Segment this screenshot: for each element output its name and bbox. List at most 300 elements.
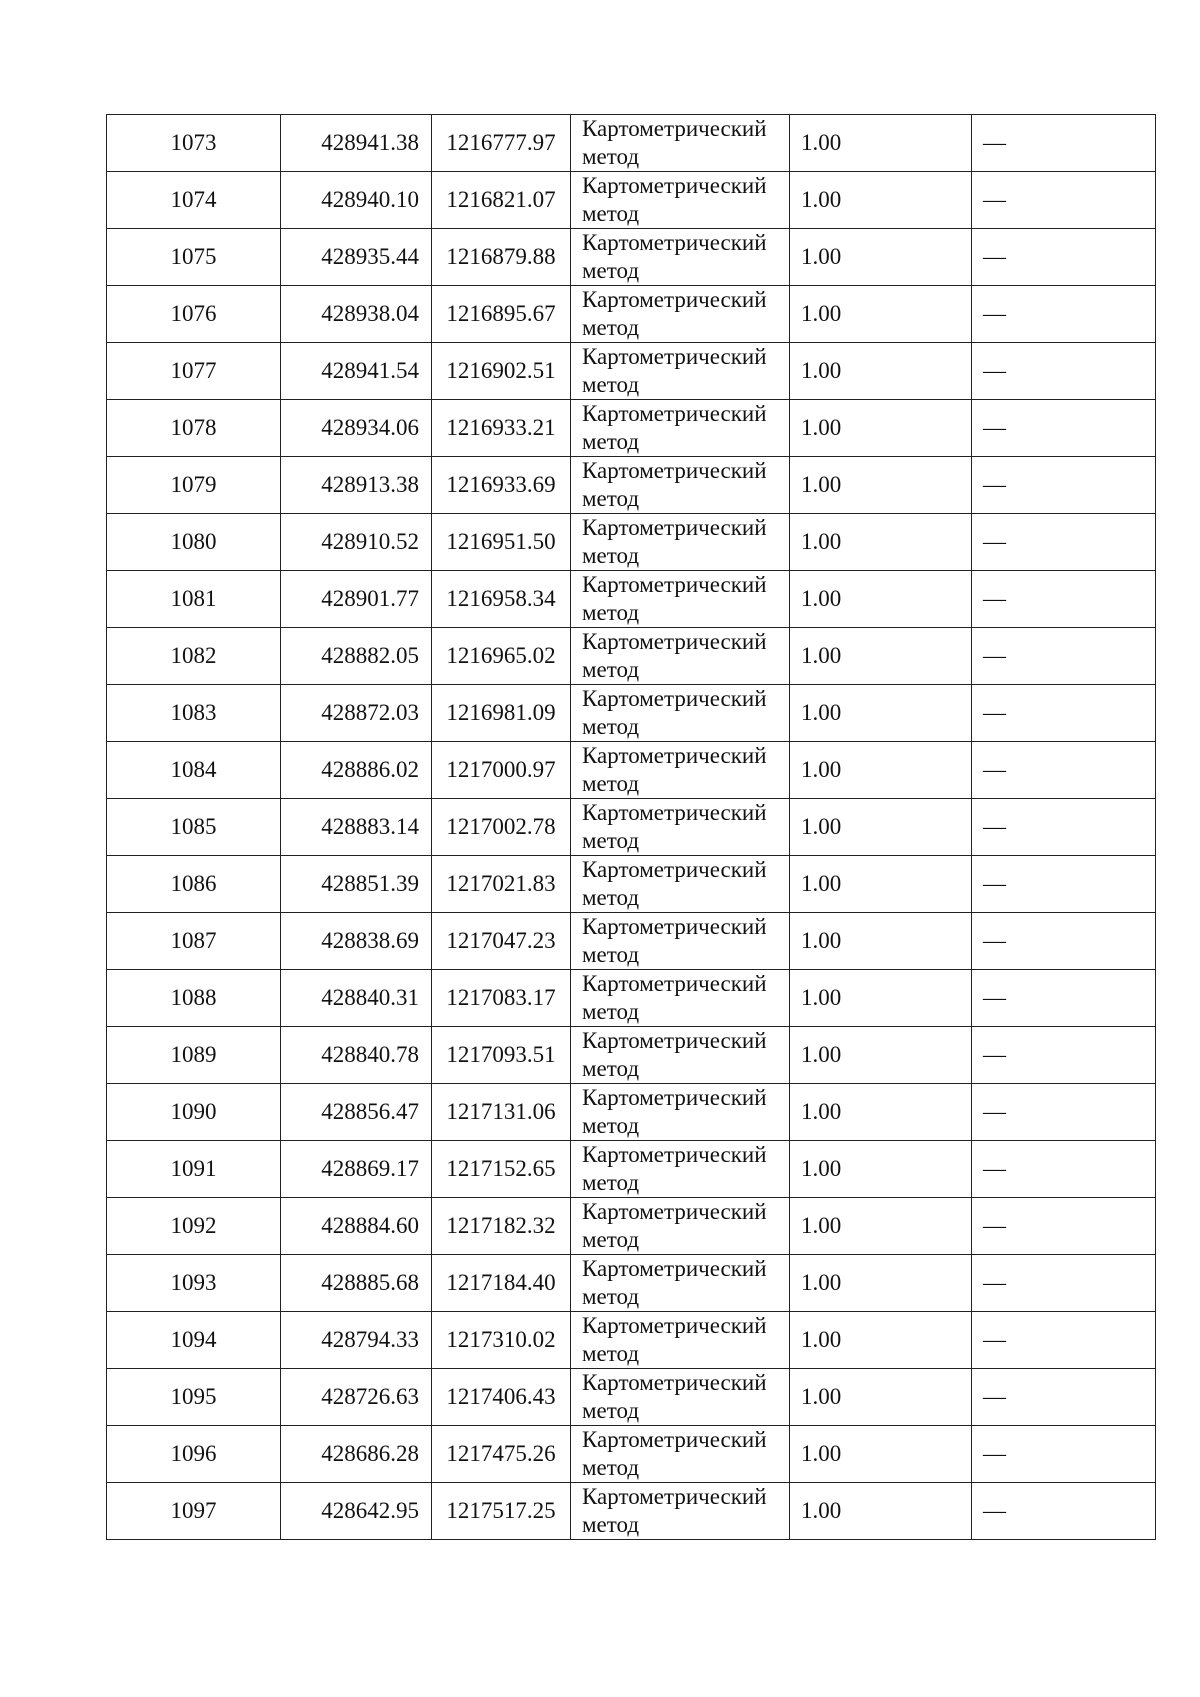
accuracy-cell [790, 799, 972, 856]
method-cell [571, 628, 790, 685]
y-coordinate-text: 1216933.21 [446, 415, 556, 440]
point-number-text: 1090 [170, 1099, 217, 1124]
description-cell [972, 1027, 1156, 1084]
method-text: Картометрический метод [582, 344, 767, 397]
description-cell [972, 343, 1156, 400]
accuracy-cell [790, 115, 972, 172]
accuracy-cell [790, 1027, 972, 1084]
table-row [107, 913, 1156, 970]
y-coordinate-text: 1217406.43 [446, 1384, 556, 1409]
x-coordinate-cell [281, 400, 432, 457]
method-text: Картометрический метод [582, 1370, 767, 1423]
accuracy-cell [790, 856, 972, 913]
point-number-text: 1080 [170, 529, 217, 554]
point-number-text: 1075 [170, 244, 217, 269]
table-row [107, 115, 1156, 172]
x-coordinate-text: 428883.14 [321, 814, 419, 839]
table-row [107, 1312, 1156, 1369]
y-coordinate-text: 1216951.50 [446, 529, 556, 554]
accuracy-text: 1.00 [801, 700, 842, 725]
accuracy-cell [790, 1312, 972, 1369]
method-cell [571, 514, 790, 571]
accuracy-text: 1.00 [801, 187, 842, 212]
method-cell [571, 1084, 790, 1141]
x-coordinate-cell [281, 1255, 432, 1312]
method-cell [571, 742, 790, 799]
method-text: Картометрический метод [582, 572, 767, 625]
point-number-cell [107, 229, 281, 286]
accuracy-cell [790, 1198, 972, 1255]
table-row [107, 1369, 1156, 1426]
description-text: — [983, 871, 1006, 896]
point-number-cell [107, 571, 281, 628]
y-coordinate-cell [432, 1084, 571, 1141]
description-cell [972, 1198, 1156, 1255]
point-number-text: 1097 [170, 1498, 217, 1523]
method-cell [571, 1483, 790, 1540]
accuracy-text: 1.00 [801, 358, 842, 383]
method-cell [571, 856, 790, 913]
method-text: Картометрический метод [582, 1427, 767, 1480]
y-coordinate-cell [432, 799, 571, 856]
point-number-text: 1092 [170, 1213, 217, 1238]
accuracy-cell [790, 229, 972, 286]
x-coordinate-cell [281, 742, 432, 799]
y-coordinate-cell [432, 172, 571, 229]
description-text: — [983, 130, 1006, 155]
description-cell [972, 742, 1156, 799]
table-row [107, 286, 1156, 343]
point-number-cell [107, 1141, 281, 1198]
accuracy-text: 1.00 [801, 1099, 842, 1124]
x-coordinate-cell [281, 1027, 432, 1084]
accuracy-text: 1.00 [801, 1270, 842, 1295]
y-coordinate-text: 1216933.69 [446, 472, 556, 497]
point-number-text: 1095 [170, 1384, 217, 1409]
point-number-cell [107, 457, 281, 514]
y-coordinate-text: 1217517.25 [446, 1498, 556, 1523]
table-row [107, 856, 1156, 913]
point-number-text: 1096 [170, 1441, 217, 1466]
point-number-text: 1082 [170, 643, 217, 668]
y-coordinate-cell [432, 1027, 571, 1084]
y-coordinate-text: 1217184.40 [446, 1270, 556, 1295]
x-coordinate-text: 428840.78 [321, 1042, 419, 1067]
x-coordinate-cell [281, 229, 432, 286]
accuracy-text: 1.00 [801, 1384, 842, 1409]
x-coordinate-text: 428941.54 [321, 358, 419, 383]
accuracy-text: 1.00 [801, 1042, 842, 1067]
x-coordinate-cell [281, 286, 432, 343]
table-row [107, 799, 1156, 856]
x-coordinate-text: 428642.95 [321, 1498, 419, 1523]
method-text: Картометрический метод [582, 1199, 767, 1252]
point-number-cell [107, 343, 281, 400]
description-cell [972, 514, 1156, 571]
x-coordinate-text: 428885.68 [321, 1270, 419, 1295]
point-number-cell [107, 115, 281, 172]
method-text: Картометрический метод [582, 287, 767, 340]
table-row [107, 172, 1156, 229]
accuracy-text: 1.00 [801, 1498, 842, 1523]
point-number-text: 1077 [170, 358, 217, 383]
description-cell [972, 685, 1156, 742]
description-cell [972, 1426, 1156, 1483]
accuracy-text: 1.00 [801, 643, 842, 668]
point-number-text: 1089 [170, 1042, 217, 1067]
point-number-cell [107, 1483, 281, 1540]
method-cell [571, 1141, 790, 1198]
x-coordinate-text: 428794.33 [321, 1327, 419, 1352]
y-coordinate-text: 1216879.88 [446, 244, 556, 269]
method-cell [571, 115, 790, 172]
description-cell [972, 628, 1156, 685]
x-coordinate-cell [281, 1483, 432, 1540]
description-text: — [983, 1384, 1006, 1409]
method-text: Картометрический метод [582, 173, 767, 226]
y-coordinate-cell [432, 115, 571, 172]
method-cell [571, 913, 790, 970]
y-coordinate-cell [432, 571, 571, 628]
point-number-cell [107, 685, 281, 742]
point-number-text: 1084 [170, 757, 217, 782]
description-cell [972, 799, 1156, 856]
y-coordinate-cell [432, 1198, 571, 1255]
x-coordinate-cell [281, 343, 432, 400]
description-cell [972, 856, 1156, 913]
x-coordinate-text: 428872.03 [321, 700, 419, 725]
method-text: Картометрический метод [582, 458, 767, 511]
accuracy-cell [790, 628, 972, 685]
x-coordinate-text: 428940.10 [321, 187, 419, 212]
y-coordinate-cell [432, 685, 571, 742]
table-row [107, 1255, 1156, 1312]
y-coordinate-text: 1216958.34 [446, 586, 556, 611]
table-row [107, 1483, 1156, 1540]
coordinates-table [106, 114, 1156, 1540]
description-text: — [983, 1213, 1006, 1238]
y-coordinate-text: 1217093.51 [446, 1042, 556, 1067]
x-coordinate-cell [281, 856, 432, 913]
point-number-text: 1079 [170, 472, 217, 497]
x-coordinate-text: 428941.38 [321, 130, 419, 155]
y-coordinate-cell [432, 514, 571, 571]
y-coordinate-cell [432, 742, 571, 799]
method-text: Картометрический метод [582, 857, 767, 910]
x-coordinate-cell [281, 514, 432, 571]
point-number-text: 1093 [170, 1270, 217, 1295]
x-coordinate-text: 428856.47 [321, 1099, 419, 1124]
method-text: Картометрический метод [582, 1028, 767, 1081]
y-coordinate-cell [432, 970, 571, 1027]
accuracy-text: 1.00 [801, 130, 842, 155]
description-cell [972, 115, 1156, 172]
method-text: Картометрический метод [582, 914, 767, 967]
accuracy-text: 1.00 [801, 1156, 842, 1181]
method-cell [571, 970, 790, 1027]
point-number-text: 1088 [170, 985, 217, 1010]
table-row [107, 1084, 1156, 1141]
x-coordinate-cell [281, 1426, 432, 1483]
y-coordinate-text: 1217152.65 [446, 1156, 556, 1181]
method-cell [571, 1312, 790, 1369]
y-coordinate-text: 1217131.06 [446, 1099, 556, 1124]
table-row [107, 970, 1156, 1027]
accuracy-text: 1.00 [801, 757, 842, 782]
point-number-cell [107, 628, 281, 685]
y-coordinate-cell [432, 457, 571, 514]
x-coordinate-text: 428869.17 [321, 1156, 419, 1181]
x-coordinate-text: 428882.05 [321, 643, 419, 668]
accuracy-cell [790, 685, 972, 742]
y-coordinate-text: 1216981.09 [446, 700, 556, 725]
method-text: Картометрический метод [582, 800, 767, 853]
method-text: Картометрический метод [582, 116, 767, 169]
method-cell [571, 799, 790, 856]
accuracy-cell [790, 970, 972, 1027]
y-coordinate-text: 1216902.51 [446, 358, 556, 383]
description-text: — [983, 1156, 1006, 1181]
accuracy-text: 1.00 [801, 301, 842, 326]
method-cell [571, 343, 790, 400]
method-cell [571, 571, 790, 628]
description-text: — [983, 244, 1006, 269]
x-coordinate-text: 428935.44 [321, 244, 419, 269]
x-coordinate-cell [281, 172, 432, 229]
method-text: Картометрический метод [582, 1085, 767, 1138]
accuracy-cell [790, 1255, 972, 1312]
accuracy-cell [790, 1483, 972, 1540]
point-number-cell [107, 799, 281, 856]
point-number-text: 1086 [170, 871, 217, 896]
y-coordinate-text: 1216965.02 [446, 643, 556, 668]
y-coordinate-text: 1216895.67 [446, 301, 556, 326]
x-coordinate-text: 428934.06 [321, 415, 419, 440]
y-coordinate-cell [432, 1312, 571, 1369]
method-text: Картометрический метод [582, 1142, 767, 1195]
method-text: Картометрический метод [582, 971, 767, 1024]
method-text: Картометрический метод [582, 1484, 767, 1537]
method-text: Картометрический метод [582, 401, 767, 454]
description-cell [972, 1084, 1156, 1141]
description-cell [972, 1312, 1156, 1369]
y-coordinate-text: 1217047.23 [446, 928, 556, 953]
method-text: Картометрический метод [582, 230, 767, 283]
method-text: Картометрический метод [582, 1256, 767, 1309]
description-cell [972, 571, 1156, 628]
accuracy-cell [790, 286, 972, 343]
coordinates-table-body [107, 115, 1156, 1540]
method-cell [571, 457, 790, 514]
method-cell [571, 400, 790, 457]
table-row [107, 1426, 1156, 1483]
accuracy-text: 1.00 [801, 586, 842, 611]
x-coordinate-cell [281, 115, 432, 172]
x-coordinate-text: 428726.63 [321, 1384, 419, 1409]
point-number-text: 1094 [170, 1327, 217, 1352]
description-text: — [983, 1441, 1006, 1466]
point-number-text: 1083 [170, 700, 217, 725]
x-coordinate-text: 428913.38 [321, 472, 419, 497]
x-coordinate-text: 428686.28 [321, 1441, 419, 1466]
method-text: Картометрический метод [582, 743, 767, 796]
point-number-text: 1087 [170, 928, 217, 953]
point-number-text: 1076 [170, 301, 217, 326]
y-coordinate-text: 1217182.32 [446, 1213, 556, 1238]
accuracy-text: 1.00 [801, 529, 842, 554]
point-number-cell [107, 1255, 281, 1312]
table-row [107, 514, 1156, 571]
accuracy-text: 1.00 [801, 814, 842, 839]
x-coordinate-cell [281, 1141, 432, 1198]
point-number-text: 1081 [170, 586, 217, 611]
x-coordinate-cell [281, 628, 432, 685]
point-number-cell [107, 1084, 281, 1141]
table-row [107, 1141, 1156, 1198]
x-coordinate-text: 428851.39 [321, 871, 419, 896]
accuracy-text: 1.00 [801, 1441, 842, 1466]
x-coordinate-text: 428901.77 [321, 586, 419, 611]
y-coordinate-text: 1217310.02 [446, 1327, 556, 1352]
point-number-cell [107, 400, 281, 457]
description-text: — [983, 700, 1006, 725]
y-coordinate-cell [432, 1426, 571, 1483]
description-text: — [983, 358, 1006, 383]
x-coordinate-text: 428838.69 [321, 928, 419, 953]
y-coordinate-text: 1217475.26 [446, 1441, 556, 1466]
y-coordinate-text: 1217000.97 [446, 757, 556, 782]
description-cell [972, 457, 1156, 514]
point-number-cell [107, 1198, 281, 1255]
accuracy-cell [790, 742, 972, 799]
description-text: — [983, 1327, 1006, 1352]
table-row [107, 229, 1156, 286]
point-number-cell [107, 514, 281, 571]
accuracy-cell [790, 172, 972, 229]
point-number-cell [107, 913, 281, 970]
point-number-cell [107, 172, 281, 229]
point-number-cell [107, 286, 281, 343]
table-row [107, 400, 1156, 457]
y-coordinate-cell [432, 913, 571, 970]
method-cell [571, 1369, 790, 1426]
description-text: — [983, 985, 1006, 1010]
x-coordinate-cell [281, 799, 432, 856]
description-text: — [983, 1498, 1006, 1523]
accuracy-cell [790, 514, 972, 571]
method-cell [571, 229, 790, 286]
description-cell [972, 913, 1156, 970]
table-row [107, 457, 1156, 514]
accuracy-text: 1.00 [801, 415, 842, 440]
description-text: — [983, 1042, 1006, 1067]
point-number-cell [107, 1027, 281, 1084]
description-text: — [983, 1270, 1006, 1295]
table-row [107, 742, 1156, 799]
accuracy-cell [790, 400, 972, 457]
accuracy-cell [790, 913, 972, 970]
y-coordinate-cell [432, 1369, 571, 1426]
description-cell [972, 229, 1156, 286]
description-cell [972, 1255, 1156, 1312]
accuracy-text: 1.00 [801, 985, 842, 1010]
x-coordinate-cell [281, 1084, 432, 1141]
y-coordinate-cell [432, 1483, 571, 1540]
table-row [107, 343, 1156, 400]
y-coordinate-text: 1217021.83 [446, 871, 556, 896]
description-text: — [983, 301, 1006, 326]
description-text: — [983, 415, 1006, 440]
method-cell [571, 1255, 790, 1312]
x-coordinate-cell [281, 1369, 432, 1426]
method-cell [571, 172, 790, 229]
x-coordinate-cell [281, 457, 432, 514]
x-coordinate-cell [281, 571, 432, 628]
description-cell [972, 970, 1156, 1027]
description-text: — [983, 814, 1006, 839]
accuracy-cell [790, 1426, 972, 1483]
accuracy-cell [790, 1141, 972, 1198]
y-coordinate-text: 1217083.17 [446, 985, 556, 1010]
x-coordinate-text: 428840.31 [321, 985, 419, 1010]
point-number-cell [107, 1369, 281, 1426]
y-coordinate-cell [432, 628, 571, 685]
x-coordinate-text: 428938.04 [321, 301, 419, 326]
point-number-text: 1078 [170, 415, 217, 440]
y-coordinate-cell [432, 1141, 571, 1198]
method-cell [571, 1198, 790, 1255]
description-cell [972, 1483, 1156, 1540]
x-coordinate-cell [281, 685, 432, 742]
method-text: Картометрический метод [582, 515, 767, 568]
y-coordinate-text: 1217002.78 [446, 814, 556, 839]
accuracy-text: 1.00 [801, 928, 842, 953]
x-coordinate-cell [281, 970, 432, 1027]
y-coordinate-text: 1216821.07 [446, 187, 556, 212]
x-coordinate-cell [281, 1312, 432, 1369]
x-coordinate-text: 428886.02 [321, 757, 419, 782]
description-cell [972, 400, 1156, 457]
point-number-text: 1073 [170, 130, 217, 155]
y-coordinate-cell [432, 343, 571, 400]
point-number-cell [107, 856, 281, 913]
accuracy-cell [790, 571, 972, 628]
table-row [107, 685, 1156, 742]
y-coordinate-cell [432, 856, 571, 913]
description-cell [972, 1369, 1156, 1426]
description-cell [972, 1141, 1156, 1198]
x-coordinate-text: 428910.52 [321, 529, 419, 554]
y-coordinate-cell [432, 229, 571, 286]
accuracy-text: 1.00 [801, 472, 842, 497]
accuracy-cell [790, 343, 972, 400]
y-coordinate-cell [432, 286, 571, 343]
x-coordinate-cell [281, 913, 432, 970]
method-cell [571, 1426, 790, 1483]
table-row [107, 571, 1156, 628]
point-number-cell [107, 1426, 281, 1483]
description-text: — [983, 643, 1006, 668]
description-text: — [983, 529, 1006, 554]
method-cell [571, 1027, 790, 1084]
table-row [107, 628, 1156, 685]
y-coordinate-cell [432, 1255, 571, 1312]
y-coordinate-text: 1216777.97 [446, 130, 556, 155]
accuracy-cell [790, 457, 972, 514]
method-text: Картометрический метод [582, 686, 767, 739]
description-text: — [983, 1099, 1006, 1124]
accuracy-text: 1.00 [801, 871, 842, 896]
